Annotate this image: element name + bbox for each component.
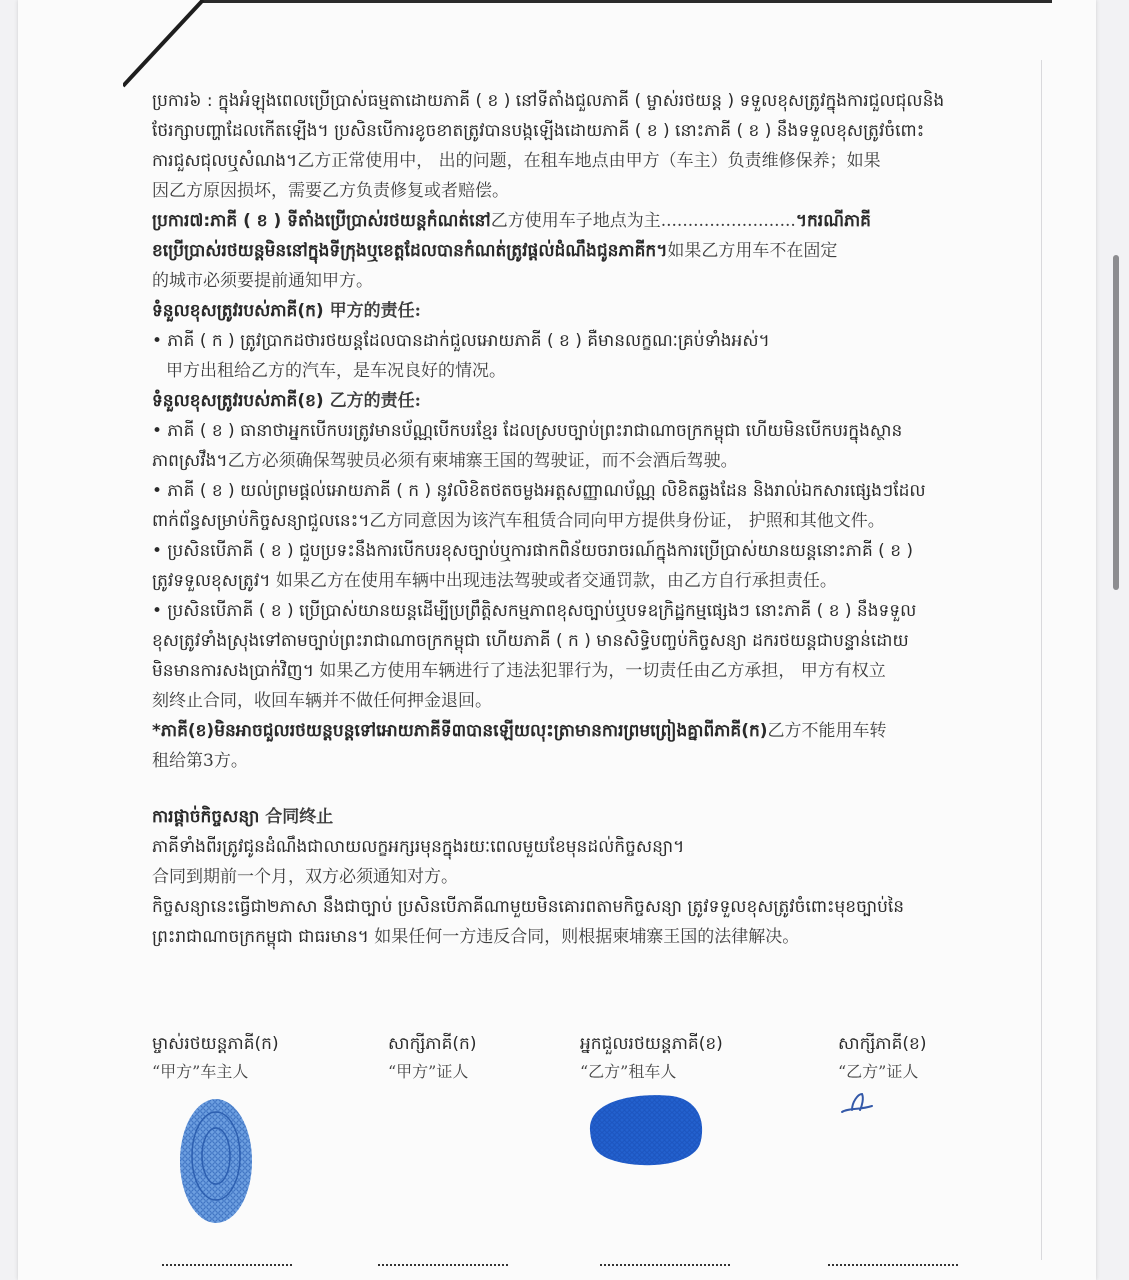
termination-line-2: 合同到期前一个月，双方必须通知对方。 [152,867,458,887]
resp-b-bullet-1-line-2 [152,446,972,476]
resp-b-bullet-2-line-1: • ភាគី ( ខ ) យល់ព្រមផ្តល់អោយភាគី ( ក ) នូវលិខិតថតចម្លងអត្តសញ្ញាណប័ណ្ណ លិខិតឆ្លងដែន និងរាល់ឯកសារផ្សេងៗដែល [152,481,926,501]
termination-heading-km: ការផ្តាច់កិច្ចសន្យា [152,807,260,827]
signature-line [600,1264,730,1266]
termination-line-4 [152,922,972,952]
clause-7-line-2-zh: 如果乙方用车不在固定 [667,241,838,261]
resp-b-bullet-4-zh: 如果乙方使用车辆进行了违法犯罪行为，一切责任由乙方承担， 甲方有权立 [319,661,886,681]
resp-b-bullet-4-line-3 [152,656,972,686]
clause-7-line-2 [152,236,972,266]
resp-b-bullet-3-line-1: • ប្រសិនបើភាគី ( ខ ) ជួបប្រទះនឹងការបើកបរខុសច្បាប់ឬការផាកពិន័យចរាចរណ៍ក្នុងការប្រើប្រាស់យានយន្តនោះភាគី ( ខ ) [152,541,914,561]
clause-6-line-3 [152,146,972,176]
resp-b-bullet-4-line-2: ខុសត្រូវទាំងស្រុងទៅតាមច្បាប់ព្រះរាជាណាចក្រកម្ពុជា ហើយភាគី ( ក ) មានសិទ្ធិបញ្ចប់កិច្ចសន្យា ដករថយន្តជាបន្ទាន់ដោយ [152,631,909,651]
termination-line-1: ភាគីទាំងពីរត្រូវជូនដំណឹងជាលាយលក្ខអក្សរមុនក្នុងរយៈពេលមួយខែមុនដល់កិច្ចសន្យា។ [152,837,685,857]
signature-title: សាក្សីភាគី(ក) [388,1034,477,1054]
clause-7-line-1-end: ។ករណីភាគី [795,211,871,231]
resp-b-note-zh: 乙方不能用车转 [767,721,887,741]
termination-heading [152,802,972,832]
signature-role: “甲方”证人 [388,1062,469,1081]
clause-6-line-3-zh: 乙方正常使用中， 出的问题，在租车地点由甲方（车主）负责维修保养；如果 [297,151,881,171]
contract-body [152,86,972,952]
resp-a-heading [152,296,972,326]
termination-line-3: កិច្ចសន្យានេះធ្វើជា២ភាសា នឹងជាច្បាប់ ប្រសិនបើភាគីណាមួយមិនគោរពតាមកិច្ចសន្យា ត្រូវទទួលខុសត្រូវចំពោះមុខច្បាប់នៃ [152,897,905,917]
resp-a-bullet-1: • ភាគី ( ក ) ត្រូវប្រាកដថារថយន្តដែលបានដាក់ជួលអោយភាគី ( ខ ) គឺមានលក្ខណៈគ្រប់ទាំងអស់។ [152,331,770,351]
signature-role: “乙方”证人 [838,1062,919,1081]
handwritten-signature [838,1088,878,1118]
resp-b-bullet-2-zh: 乙方同意因为该汽车租赁合同向甲方提供身份证， 护照和其他文件。 [369,511,885,531]
signature-title: អ្នកជួលរថយន្តភាគី(ខ) [580,1034,723,1054]
clause-6-line-1: ប្រការ៦ : ក្នុងអំឡុងពេលប្រើប្រាស់ធម្មតាដោយភាគី ( ខ ) នៅទីតាំងជួលភាគី ( ម្ចាស់រថយន្ត ) ទទួលខុសត្រូវក្នុងការជួលជុលនិង [152,91,945,111]
resp-b-heading [152,386,972,416]
signature-block-renter [580,1030,723,1086]
resp-b-note-line-2: 租给第3方。 [152,751,248,771]
signature-title: សាក្សីភាគី(ខ) [838,1034,927,1054]
resp-a-heading-km: ទំនួលខុសត្រូវរបស់ភាគី(ក) [152,301,324,321]
signature-line [162,1264,292,1266]
resp-b-note-km: *ភាគី(ខ)មិនអាចជួលរថយន្តបន្តទៅអោយភាគីទី៣បានឡើយលុះត្រាមានការព្រមព្រៀងគ្នាពីភាគី(ក) [152,721,768,741]
top-border-line [200,0,1052,3]
resp-b-heading-km: ទំនួលខុសត្រូវរបស់ភាគី(ខ) [152,391,324,411]
signature-section [152,1030,992,1280]
clause-7-line-1-km: ប្រការ៧:ភាគី ( ខ ) ទីតាំងប្រើប្រាស់រថយន្តកំណត់នៅ [152,211,491,231]
termination-line-4-zh: 如果任何一方违反合同，则根据柬埔寨王国的法律解决。 [374,927,800,947]
signature-role: “甲方”车主人 [152,1062,249,1081]
resp-b-note-line-1 [152,716,972,746]
resp-b-bullet-4-km: មិនមានការសងប្រាក់វិញ។ [152,661,314,681]
resp-b-bullet-4-line-4: 刻终止合同，收回车辆并不做任何押金退回。 [152,691,492,711]
resp-a-heading-zh: 甲方的责任: [329,301,421,321]
clause-7-line-3: 的城市必须要提前通知甲方。 [152,271,373,291]
resp-b-bullet-1-line-1: • ភាគី ( ខ ) ធានាថាអ្នកបើកបរត្រូវមានប័ណ្ណបើកបរខ្មែរ ដែលស្របច្បាប់ព្រះរាជាណាចក្រកម្ពុជា ហើយមិនបើកបរក្នុងស្ថាន [152,421,903,441]
resp-b-bullet-2-km: ពាក់ព័ន្ធសម្រាប់កិច្ចសន្យាជួលនេះ។ [152,511,370,531]
clause-7-line-2-km: ខប្រើប្រាស់រថយន្តមិននៅក្នុងទីក្រុងឬខេត្តដែលបានកំណត់ត្រូវផ្តល់ដំណឹងជូនភាគីក។ [152,241,668,261]
resp-b-bullet-1-km: ភាពស្រវឹង។ [152,451,228,471]
resp-b-bullet-3-zh: 如果乙方在使用车辆中出现违法驾驶或者交通罚款，由乙方自行承担责任。 [275,571,837,591]
signature-block-witness-a [388,1030,476,1086]
signature-title: ម្ចាស់រថយន្តភាគី(ក) [152,1034,279,1054]
signature-line [828,1264,958,1266]
resp-b-bullet-1-zh: 乙方必须确保驾驶员必须有柬埔寨王国的驾驶证，而不会酒后驾驶。 [227,451,738,471]
page-edge-shadow [1041,60,1042,1260]
resp-b-bullet-3-km: ត្រូវទទួលខុសត្រូវ។ [152,571,271,591]
resp-b-bullet-2-line-2 [152,506,972,536]
clause-7-line-1-zh: 乙方使用车子地点为主......................... [490,211,796,231]
scrollbar-thumb[interactable] [1113,255,1119,590]
resp-b-heading-zh: 乙方的责任: [329,391,421,411]
clause-6-line-3-km: ការជួសជុលឬសំណង។ [152,151,298,171]
signature-role: “乙方”租车人 [580,1062,677,1081]
fingerprint-mark [176,1096,256,1226]
signature-block-owner [152,1030,279,1086]
signature-block-witness-b [838,1030,926,1086]
clause-6-line-2: ថែរក្សាបញ្ហាដែលកើតឡើង។ ប្រសិនបើការខូចខាតត្រូវបានបង្កឡើងដោយភាគី ( ខ ) នោះភាគី ( ខ ) នឹងទទួលខុសត្រូវចំពោះ [152,121,925,141]
termination-line-4-km: ព្រះរាជាណាចក្រកម្ពុជា ជាធរមាន។ [152,927,369,947]
resp-a-bullet-1-zh: 甲方出租给乙方的汽车，是车况良好的情况。 [166,361,506,381]
clause-6-line-4: 因乙方原因损坏，需要乙方负责修复或者赔偿。 [152,181,509,201]
termination-heading-zh: 合同终止 [265,807,334,827]
fingerprint-mark [582,1090,708,1170]
signature-line [378,1264,508,1266]
resp-b-bullet-3-line-2 [152,566,972,596]
resp-b-bullet-4-line-1: • ប្រសិនបើភាគី ( ខ ) ប្រើប្រាស់យានយន្តដើម្បីប្រព្រឹត្តិសកម្មភាពខុសច្បាប់ឬបទឧក្រិដ្ឋកម្មផ្សេងៗ នោះភាគី ( ខ ) នឹងទទួល [152,601,917,621]
clause-7-line-1 [152,206,972,236]
